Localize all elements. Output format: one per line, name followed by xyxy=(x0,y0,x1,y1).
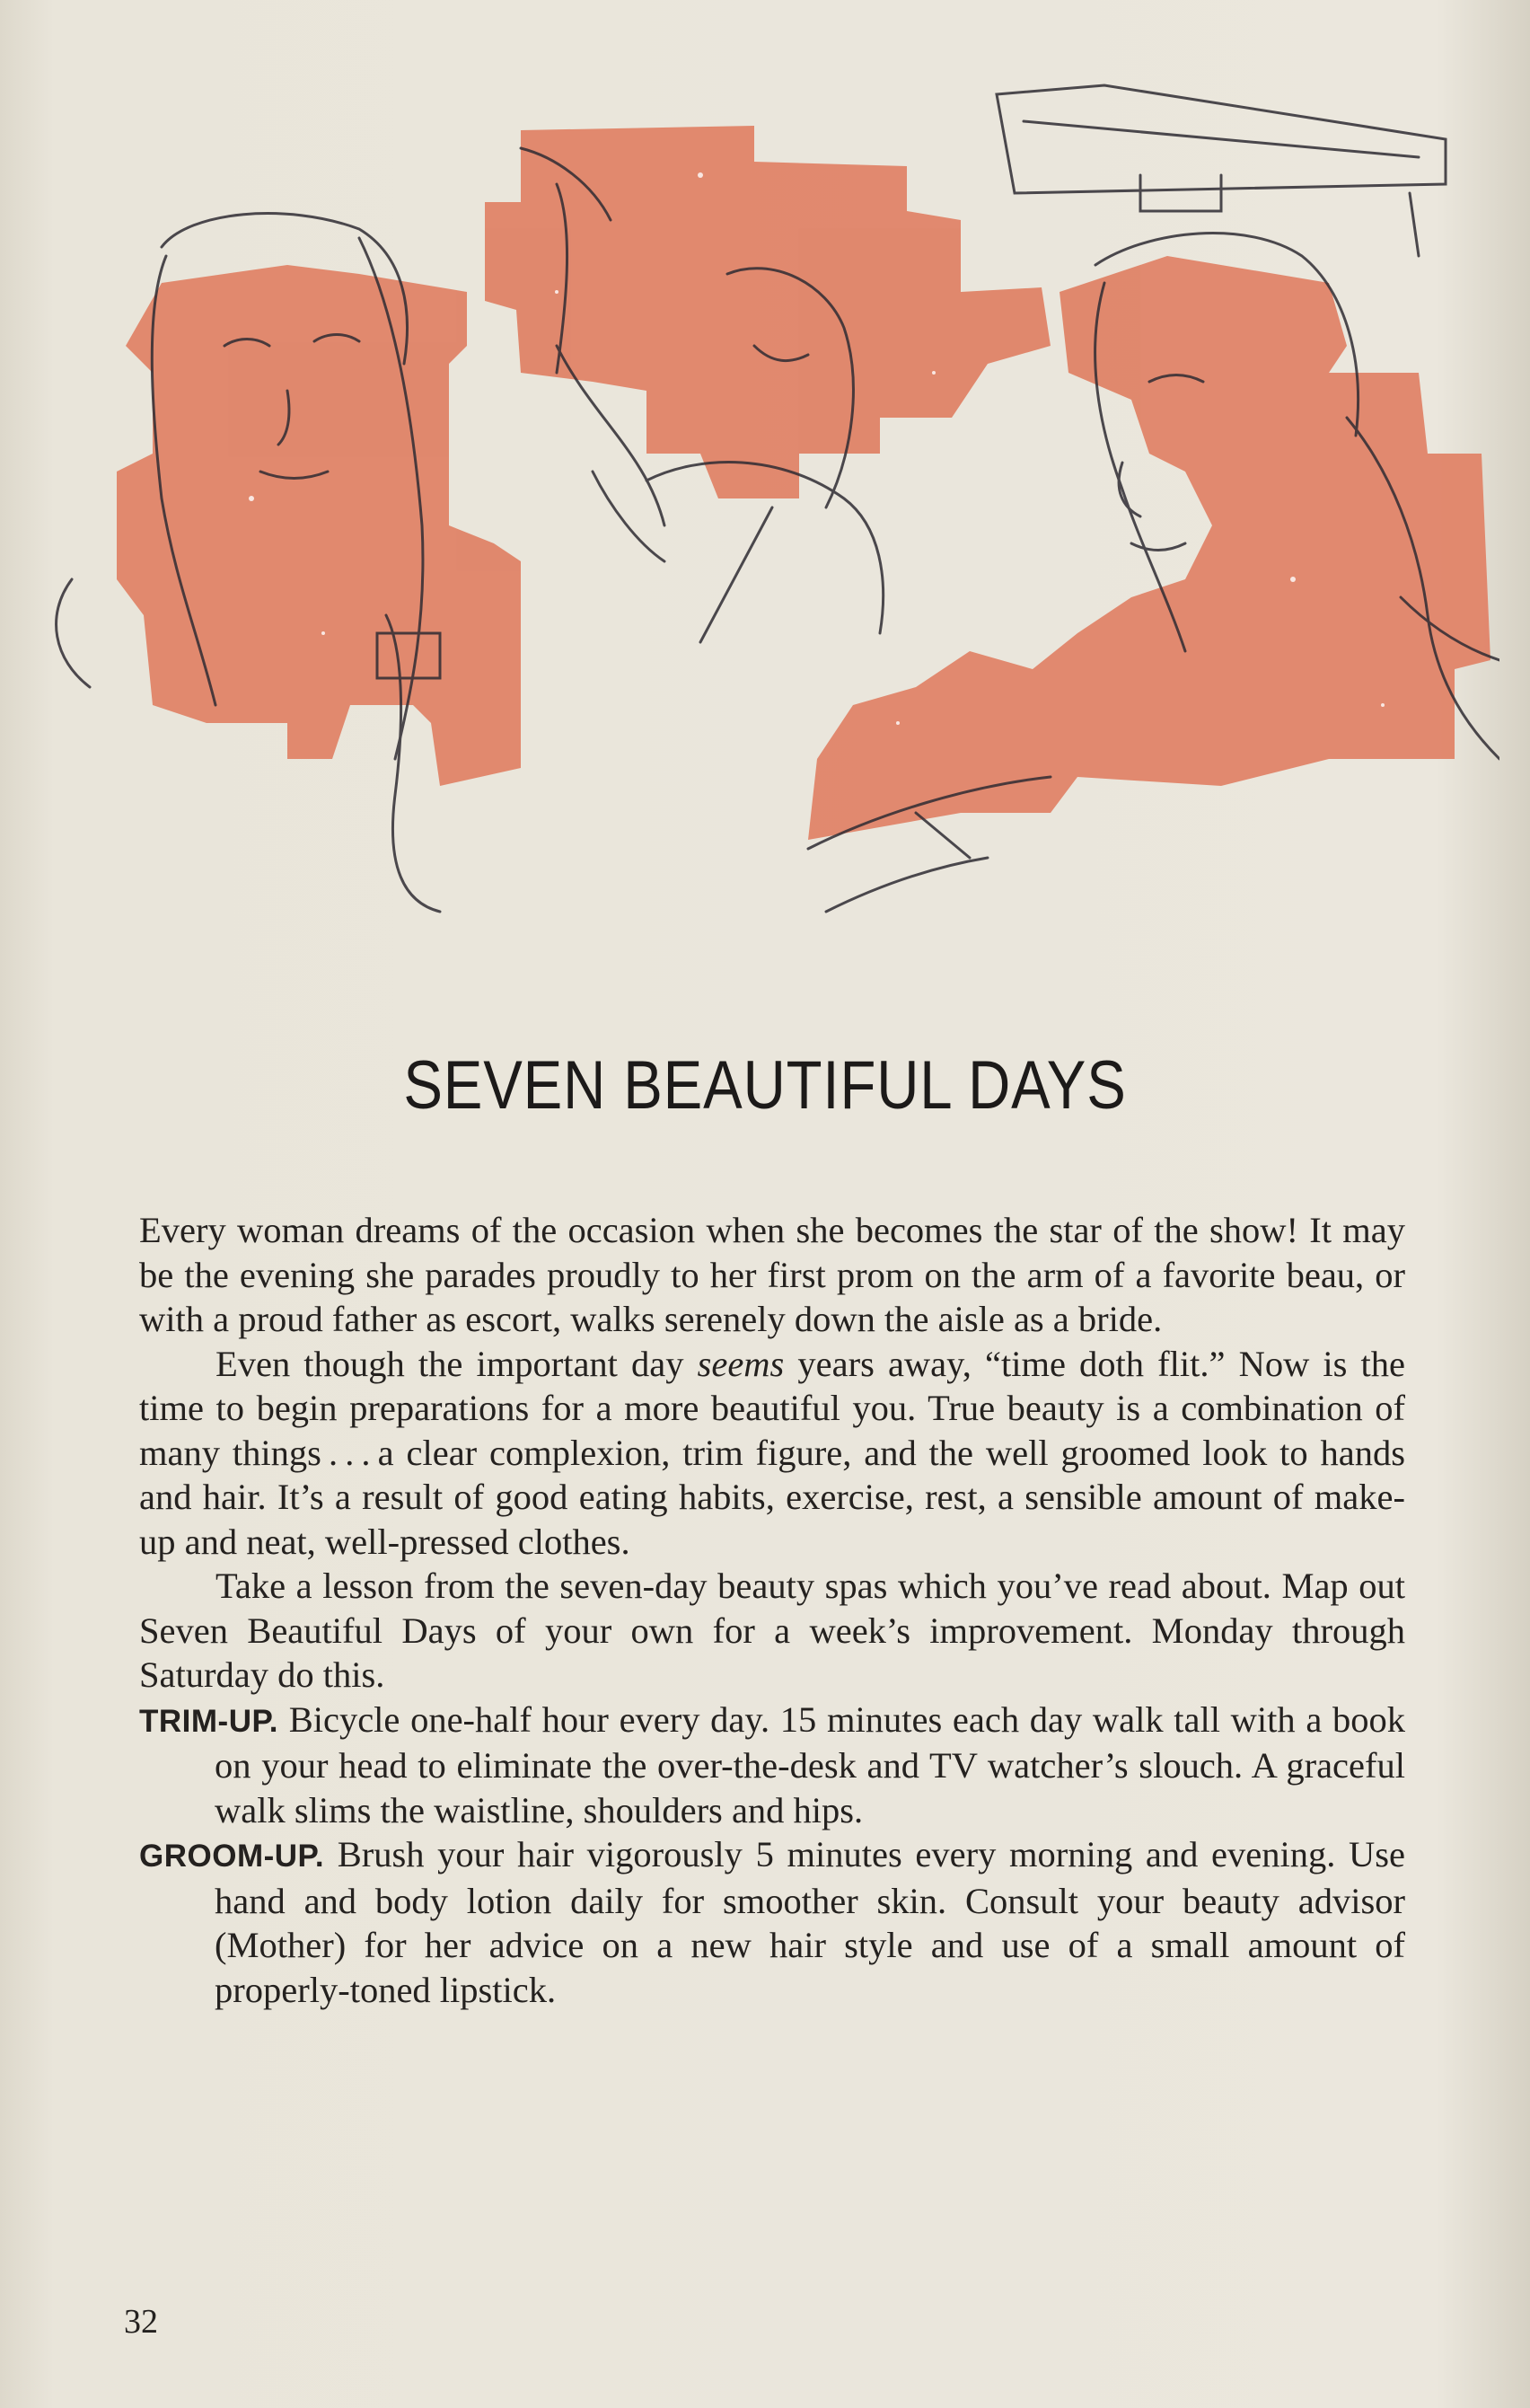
item-text: Bicycle one-half hour every day. 15 minutes each day walk tall with a book on your head to eliminate the over-the-desk and TV watcher’s slouch. A graceful walk slims the waistline, shoulders and hips. xyxy=(215,1698,1405,1830)
item-label: TRIM-UP. xyxy=(139,1703,279,1739)
emphasis-seems: seems xyxy=(697,1343,785,1384)
item-label: GROOM-UP. xyxy=(139,1839,325,1874)
page-title: SEVEN BEAUTIFUL DAYS xyxy=(403,1047,1127,1124)
beauty-routine-sketch-icon xyxy=(18,76,1499,952)
list-item-groom-up xyxy=(139,1832,1405,2012)
illustration-beauty-sketch xyxy=(18,76,1499,952)
article-body xyxy=(139,1208,1405,2012)
list-item-trim-up xyxy=(139,1698,1405,1833)
paragraph-preparation-end: years away, “time doth flit.” Now is the time to begin preparations for a more beautiful you. True beauty is a combination of many things . . . a clear complexion, trim figure, and the well groomed look to hands and hair. It’s a result of good eating habits, exercise, rest, a sensible amount of make-up and neat, well-pressed clothes. xyxy=(139,1343,1405,1562)
item-text: Brush your hair vigorously 5 minutes every morning and evening. Use hand and body lotion daily for smoother skin. Consult your beauty advisor (Mother) for her advice on a new hair style and use of a small amount of properly-toned lipstick. xyxy=(215,1834,1405,2010)
paragraph-preparation-start: Even though the important day xyxy=(215,1343,698,1384)
paragraph-intro: Every woman dreams of the occasion when she becomes the star of the show! It may be the evening she parades proudly to her first prom on the arm of a favorite beau, or with a proud father as escort, walks serenely down the aisle as a bride. xyxy=(139,1210,1405,1339)
paragraph-preparation xyxy=(139,1342,1405,1565)
paragraph-lesson: Take a lesson from the seven-day beauty spas which you’ve read about. Map out Seven Beautiful Days of your own for a week’s improvement. Monday through Saturday do this. xyxy=(139,1566,1405,1695)
page-number: 32 xyxy=(124,2303,158,2341)
